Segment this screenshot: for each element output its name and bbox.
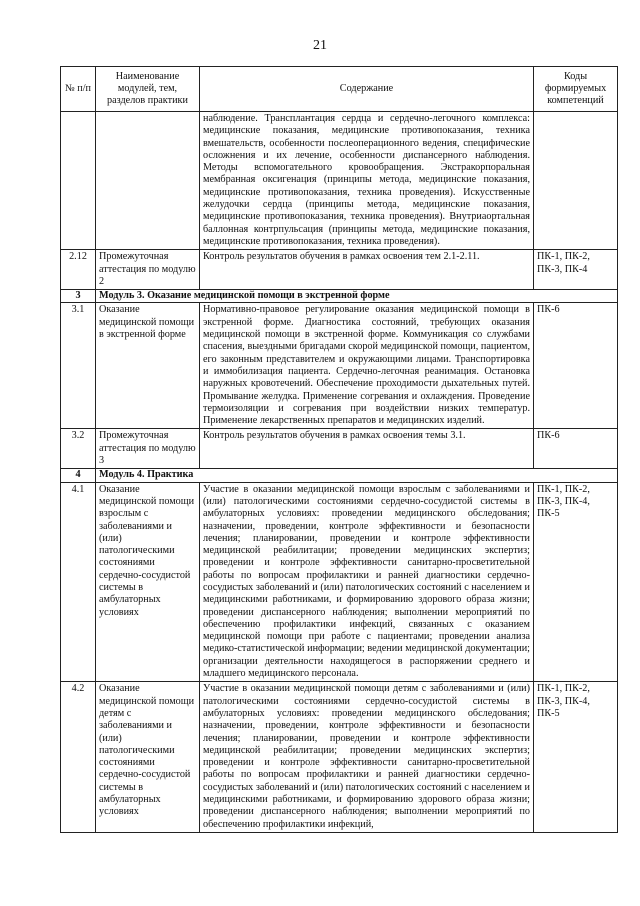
table-row (61, 682, 618, 833)
row-num (61, 112, 96, 250)
header-codes: Коды формируемых компетенций (534, 67, 618, 112)
row-name: Промежуточная аттестация по модулю 3 (96, 429, 200, 469)
header-num: № п/п (61, 67, 96, 112)
row-name: Оказание медицинской помощи детям с заболеваниями и (или) патологическими состояниями сердечно-сосудистой системы в амбулаторных условиях (96, 682, 200, 833)
row-name: Оказание медицинской помощи в экстренной форме (96, 303, 200, 429)
curriculum-table (60, 66, 618, 833)
table-row (61, 112, 618, 250)
row-content: Участие в оказании медицинской помощи детям с заболеваниями и (или) патологическими состояниями сердечно-сосудистой системы в амбулаторных условиях: проведении медицинского обследования; назначении, проведении, контроле эффективности и безопасности лечения; планировании, проведении и контроле эффективности медицинской реабилитации; проведении медицинских экспертиз; проведении и контроле эффективности санитарно-просветительной работы по вопросам профилактики и ранней диагностики сердечно-сосудистых заболеваний и (или) патологических состояний с населением и медицинскими работниками, и формированию здорового образа жизни; проведении диспансерного наблюдения; выполнении мероприятий по обеспечению профилактики инфекций, (200, 682, 534, 833)
row-content: Контроль результатов обучения в рамках освоения тем 2.1-2.11. (200, 250, 534, 290)
row-num: 3.1 (61, 303, 96, 429)
row-name (96, 112, 200, 250)
row-codes (534, 112, 618, 250)
module-row (61, 469, 618, 482)
row-content: Контроль результатов обучения в рамках освоения темы 3.1. (200, 429, 534, 469)
table-header-row (61, 67, 618, 112)
row-content: Нормативно-правовое регулирование оказания медицинской помощи в экстренной форме. Диагностика состояний, требующих оказания медицинской помощи в экстренной форме. Коммуникация со службами спасения, выездными бригадами скорой медицинской помощи, пациентом, его законным представителем и окружающими лицами. Транспортировка и иммобилизация пациента. Сердечно-легочная реанимация. Остановка наружных кровотечений. Обеспечение проходимости дыхательных путей. Промывание желудка. Применение согревания и охлаждения. Проведение термоизоляции и согревания при воздействии низких температур. Применение лекарственных препаратов и медицинских изделий. (200, 303, 534, 429)
row-content: наблюдение. Трансплантация сердца и сердечно-легочного комплекса: медицинские показания, медицинские противопоказания, техника вмешательств, особенности послеоперационного ведения, специфические осложнения и их лечение, особенности диспансерного наблюдения. Методы вспомогательного кровообращения. Экстракорпоральная мембранная оксигенация (принципы метода, медицинские показания, медицинские противопоказания, техника проведения). Искусственные желудочки сердца (принципы метода, медицинские показания, медицинские противопоказания, техника проведения). Внутриаортальная баллонная контрпульсация (принципы метода, медицинские показания, медицинские противопоказания, техника проведения). (200, 112, 534, 250)
module-num: 3 (61, 290, 96, 303)
row-codes: ПК-1, ПК-2, ПК-3, ПК-4, ПК-5 (534, 682, 618, 833)
row-content: Участие в оказании медицинской помощи взрослым с заболеваниями и (или) патологическими состояниями сердечно-сосудистой системы в амбулаторных условиях: проведении медицинского обследования; назначении, проведении, контроле эффективности и безопасности лечения; планировании, проведении и контроле эффективности медицинской реабилитации; проведении медицинских экспертиз; проведении и контроле эффективности санитарно-просветительной работы по вопросам профилактики и ранней диагностики сердечно-сосудистых заболеваний и (или) патологических состояний с населением и медицинскими работниками, и формированию здорового образа жизни; проведении диспансерного наблюдения; выполнении мероприятий по обеспечению профилактики инфекций, связанных с оказанием медицинской помощи при работе с пациентами; проведении анализа медико-статистической информации; ведении медицинской документации; организации деятельности находящегося в распоряжении среднего и младшего медицинского персонала. (200, 482, 534, 682)
row-codes: ПК-6 (534, 303, 618, 429)
row-name: Оказание медицинской помощи взрослым с заболеваниями и (или) патологическими состояниями сердечно-сосудистой системы в амбулаторных условиях (96, 482, 200, 682)
row-codes: ПК-1, ПК-2, ПК-3, ПК-4, ПК-5 (534, 482, 618, 682)
module-num: 4 (61, 469, 96, 482)
table-row (61, 482, 618, 682)
row-num: 4.2 (61, 682, 96, 833)
module-row (61, 290, 618, 303)
row-num: 4.1 (61, 482, 96, 682)
table-row (61, 429, 618, 469)
module-title: Модуль 3. Оказание медицинской помощи в экстренной форме (96, 290, 618, 303)
module-title: Модуль 4. Практика (96, 469, 618, 482)
row-num: 3.2 (61, 429, 96, 469)
page-number: 21 (313, 38, 327, 53)
table-row (61, 303, 618, 429)
row-codes: ПК-6 (534, 429, 618, 469)
row-num: 2.12 (61, 250, 96, 290)
header-content: Содержание (200, 67, 534, 112)
table-row (61, 250, 618, 290)
row-codes: ПК-1, ПК-2, ПК-3, ПК-4 (534, 250, 618, 290)
header-name: Наименование модулей, тем, разделов практики (96, 67, 200, 112)
row-name: Промежуточная аттестация по модулю 2 (96, 250, 200, 290)
